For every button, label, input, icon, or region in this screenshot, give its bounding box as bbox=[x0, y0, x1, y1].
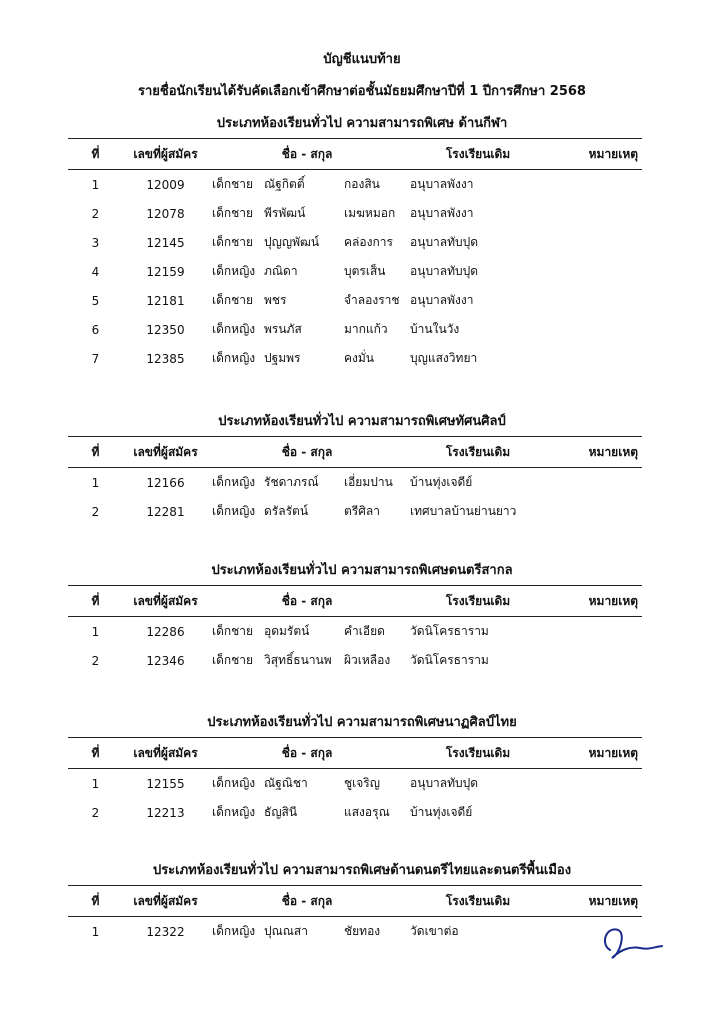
table-header-row bbox=[68, 738, 642, 769]
previous-school: วัดเขาต่อ bbox=[410, 924, 459, 938]
header-no: ที่ bbox=[68, 139, 123, 170]
row-number: 7 bbox=[91, 351, 100, 366]
row-number: 1 bbox=[91, 624, 100, 639]
applicant-id: 12009 bbox=[146, 177, 185, 192]
name-prefix: เด็กชาย bbox=[212, 206, 254, 220]
table-row bbox=[68, 199, 642, 228]
section-title: ประเภทห้องเรียนทั่วไป ความสามารถพิเศษนาฏศิลป์ไทย bbox=[207, 715, 517, 730]
name-prefix: เด็กชาย bbox=[212, 293, 254, 307]
first-name: ภณิดา bbox=[264, 264, 298, 278]
last-name: แสงอรุณ bbox=[344, 805, 390, 819]
note-cell bbox=[546, 798, 642, 827]
row-number: 2 bbox=[91, 805, 100, 820]
header-note: หมายเหตุ bbox=[546, 886, 642, 917]
header-school: โรงเรียนเดิม bbox=[406, 886, 546, 917]
table-row bbox=[68, 617, 642, 647]
previous-school: เทศบาลบ้านย่านยาว bbox=[410, 504, 517, 518]
table-row bbox=[68, 170, 642, 200]
note-cell bbox=[546, 646, 642, 675]
previous-school: อนุบาลทับปุด bbox=[410, 264, 479, 278]
first-name: พรนภัส bbox=[264, 322, 302, 336]
section-title: ประเภทห้องเรียนทั่วไป ความสามารถพิเศษทัศนศิลป์ bbox=[218, 414, 506, 429]
header-applicant-id: เลขที่ผู้สมัคร bbox=[123, 738, 208, 769]
row-number: 2 bbox=[91, 504, 100, 519]
row-number: 6 bbox=[91, 322, 100, 337]
section-title: ประเภทห้องเรียนทั่วไป ความสามารถพิเศษด้านดนตรีไทยและดนตรีพื้นเมือง bbox=[152, 863, 572, 878]
first-name: ณัฐณิชา bbox=[264, 776, 308, 790]
first-name: วิสุทธิ์ธนานพ bbox=[264, 653, 332, 667]
last-name: ชัยทอง bbox=[344, 924, 381, 938]
student-table bbox=[68, 885, 642, 946]
previous-school: วัดนิโครธาราม bbox=[410, 624, 489, 638]
header-school: โรงเรียนเดิม bbox=[406, 738, 546, 769]
header-name: ชื่อ - สกุล bbox=[208, 437, 406, 468]
previous-school: บ้านในวัง bbox=[410, 322, 460, 336]
name-prefix: เด็กชาย bbox=[212, 177, 254, 191]
row-number: 2 bbox=[91, 206, 100, 221]
applicant-id: 12145 bbox=[146, 235, 185, 250]
header-note: หมายเหตุ bbox=[546, 738, 642, 769]
previous-school: อนุบาลพังงา bbox=[410, 293, 474, 307]
header-name: ชื่อ - สกุล bbox=[208, 586, 406, 617]
row-number: 3 bbox=[91, 235, 100, 250]
note-cell bbox=[546, 315, 642, 344]
table-header-row bbox=[68, 437, 642, 468]
first-name: ดรัลรัตน์ bbox=[264, 504, 309, 518]
name-prefix: เด็กหญิง bbox=[212, 264, 256, 278]
table-row bbox=[68, 769, 642, 799]
row-number: 1 bbox=[91, 177, 100, 192]
previous-school: อนุบาลพังงา bbox=[410, 206, 474, 220]
header-name: ชื่อ - สกุล bbox=[208, 139, 406, 170]
header-school: โรงเรียนเดิม bbox=[406, 437, 546, 468]
applicant-id: 12181 bbox=[146, 293, 185, 308]
name-prefix: เด็กหญิง bbox=[212, 805, 256, 819]
document-subtitle: รายชื่อนักเรียนได้รับคัดเลือกเข้าศึกษาต่อชั้นมัธยมศึกษาปีที่ 1 ปีการศึกษา 2568 bbox=[138, 84, 586, 99]
last-name: ชูเจริญ bbox=[344, 776, 380, 790]
name-prefix: เด็กหญิง bbox=[212, 322, 256, 336]
student-table bbox=[68, 138, 642, 373]
table-header-row bbox=[68, 586, 642, 617]
last-name: เอี่ยมปาน bbox=[344, 475, 393, 489]
last-name: ผิวเหลือง bbox=[344, 653, 391, 667]
last-name: บุตรเส็น bbox=[344, 264, 386, 278]
table-row bbox=[68, 497, 642, 526]
previous-school: บุญแสงวิทยา bbox=[410, 351, 478, 365]
last-name: กองสิน bbox=[344, 177, 380, 191]
student-table bbox=[68, 585, 642, 675]
table-row bbox=[68, 468, 642, 498]
table-row bbox=[68, 917, 642, 947]
header-no: ที่ bbox=[68, 886, 123, 917]
note-cell bbox=[546, 286, 642, 315]
table-row bbox=[68, 646, 642, 675]
previous-school: บ้านทุ่งเจดีย์ bbox=[410, 475, 473, 489]
last-name: เมฆหมอก bbox=[344, 206, 396, 220]
name-prefix: เด็กหญิง bbox=[212, 351, 256, 365]
previous-school: อนุบาลทับปุด bbox=[410, 776, 479, 790]
last-name: มากแก้ว bbox=[344, 322, 388, 336]
row-number: 2 bbox=[91, 653, 100, 668]
last-name: คงมั่น bbox=[344, 351, 374, 365]
table-row bbox=[68, 344, 642, 373]
applicant-id: 12078 bbox=[146, 206, 185, 221]
header-note: หมายเหตุ bbox=[546, 437, 642, 468]
row-number: 5 bbox=[91, 293, 100, 308]
first-name: ปฐมพร bbox=[264, 351, 301, 365]
last-name: จำลองราช bbox=[344, 293, 400, 307]
first-name: รัชดาภรณ์ bbox=[264, 475, 319, 489]
applicant-id: 12322 bbox=[146, 924, 185, 939]
first-name: ณัฐกิตติ์ bbox=[264, 177, 305, 191]
table-row bbox=[68, 228, 642, 257]
first-name: ปุญญพัฒน์ bbox=[264, 235, 320, 249]
row-number: 4 bbox=[91, 264, 100, 279]
applicant-id: 12159 bbox=[146, 264, 185, 279]
header-applicant-id: เลขที่ผู้สมัคร bbox=[123, 139, 208, 170]
note-cell bbox=[546, 257, 642, 286]
applicant-id: 12155 bbox=[146, 776, 185, 791]
note-cell bbox=[546, 199, 642, 228]
name-prefix: เด็กหญิง bbox=[212, 504, 256, 518]
first-name: อุดมรัตน์ bbox=[264, 624, 310, 638]
section-title: ประเภทห้องเรียนทั่วไป ความสามารถพิเศษ ด้านกีฬา bbox=[216, 116, 508, 131]
applicant-id: 12385 bbox=[146, 351, 185, 366]
table-row bbox=[68, 257, 642, 286]
note-cell bbox=[546, 769, 642, 799]
name-prefix: เด็กชาย bbox=[212, 235, 254, 249]
first-name: ธัญสินี bbox=[264, 805, 298, 819]
student-table bbox=[68, 737, 642, 827]
header-applicant-id: เลขที่ผู้สมัคร bbox=[123, 586, 208, 617]
name-prefix: เด็กชาย bbox=[212, 624, 254, 638]
header-name: ชื่อ - สกุล bbox=[208, 738, 406, 769]
table-header-row bbox=[68, 139, 642, 170]
header-name: ชื่อ - สกุล bbox=[208, 886, 406, 917]
name-prefix: เด็กหญิง bbox=[212, 776, 256, 790]
table-row bbox=[68, 286, 642, 315]
applicant-id: 12213 bbox=[146, 805, 185, 820]
first-name: พชร bbox=[264, 293, 287, 307]
header-applicant-id: เลขที่ผู้สมัคร bbox=[123, 886, 208, 917]
header-no: ที่ bbox=[68, 738, 123, 769]
note-cell bbox=[546, 170, 642, 200]
annex-title: บัญชีแนบท้าย bbox=[323, 52, 401, 67]
name-prefix: เด็กหญิง bbox=[212, 475, 256, 489]
name-prefix: เด็กหญิง bbox=[212, 924, 256, 938]
previous-school: อนุบาลทับปุด bbox=[410, 235, 479, 249]
applicant-id: 12166 bbox=[146, 475, 185, 490]
previous-school: วัดนิโครธาราม bbox=[410, 653, 489, 667]
row-number: 1 bbox=[91, 475, 100, 490]
last-name: คำเอียด bbox=[344, 624, 385, 638]
note-cell bbox=[546, 344, 642, 373]
row-number: 1 bbox=[91, 776, 100, 791]
first-name: พีรพัฒน์ bbox=[264, 206, 306, 220]
table-header-row bbox=[68, 886, 642, 917]
note-cell bbox=[546, 497, 642, 526]
applicant-id: 12286 bbox=[146, 624, 185, 639]
last-name: ตรีศิลา bbox=[344, 504, 380, 518]
table-row bbox=[68, 315, 642, 344]
previous-school: อนุบาลพังงา bbox=[410, 177, 474, 191]
applicant-id: 12281 bbox=[146, 504, 185, 519]
first-name: ปุณณสา bbox=[264, 924, 308, 938]
handwritten-signature bbox=[596, 920, 666, 962]
student-table bbox=[68, 436, 642, 526]
header-note: หมายเหตุ bbox=[546, 139, 642, 170]
note-cell bbox=[546, 468, 642, 498]
header-no: ที่ bbox=[68, 437, 123, 468]
name-prefix: เด็กชาย bbox=[212, 653, 254, 667]
header-school: โรงเรียนเดิม bbox=[406, 586, 546, 617]
header-note: หมายเหตุ bbox=[546, 586, 642, 617]
header-no: ที่ bbox=[68, 586, 123, 617]
header-applicant-id: เลขที่ผู้สมัคร bbox=[123, 437, 208, 468]
note-cell bbox=[546, 228, 642, 257]
header-school: โรงเรียนเดิม bbox=[406, 139, 546, 170]
table-row bbox=[68, 798, 642, 827]
last-name: คล่องการ bbox=[344, 235, 393, 249]
applicant-id: 12350 bbox=[146, 322, 185, 337]
previous-school: บ้านทุ่งเจดีย์ bbox=[410, 805, 473, 819]
note-cell bbox=[546, 617, 642, 647]
row-number: 1 bbox=[91, 924, 100, 939]
section-title: ประเภทห้องเรียนทั่วไป ความสามารถพิเศษดนตรีสากล bbox=[211, 563, 513, 578]
applicant-id: 12346 bbox=[146, 653, 185, 668]
